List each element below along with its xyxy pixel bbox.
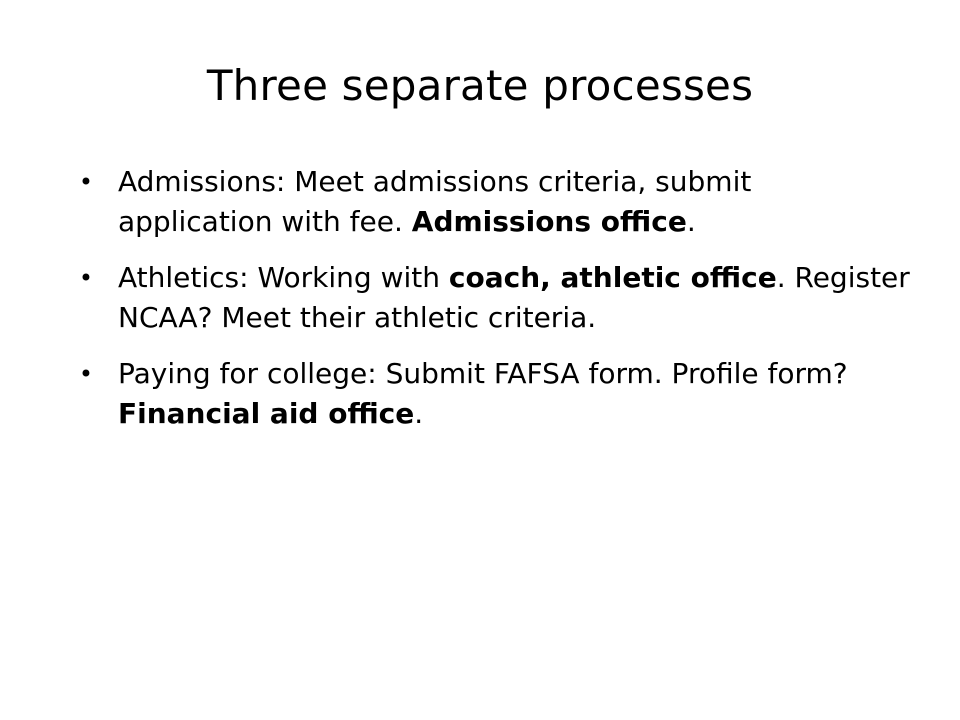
bullet-item-admissions <box>72 162 912 242</box>
bullet-icon: • <box>78 264 94 292</box>
bullet-text-regular: Paying for college: Submit FAFSA form. Profile form? <box>118 357 848 390</box>
bullet-text-bold: Financial aid office <box>118 397 415 430</box>
bullet-text-regular: . <box>686 205 696 238</box>
bullet-list <box>72 162 912 450</box>
bullet-text <box>118 357 848 430</box>
bullet-text-regular: Admissions: Meet admissions criteria, submit application with fee. <box>118 165 752 238</box>
bullet-text-regular: . <box>414 397 424 430</box>
slide-title: Three separate processes <box>206 61 754 110</box>
bullet-text-regular: . Register NCAA? Meet their athletic criteria. <box>118 261 910 334</box>
bullet-text-bold: coach, athletic office <box>448 261 777 294</box>
bullet-item-paying-for-college <box>72 354 912 434</box>
bullet-icon: • <box>78 168 94 196</box>
bullet-text <box>118 165 751 238</box>
bullet-text-regular: Athletics: Working with <box>118 261 449 294</box>
bullet-text-bold: Admissions office <box>411 205 687 238</box>
bullet-text <box>118 261 910 334</box>
bullet-icon: • <box>78 360 94 388</box>
bullet-item-athletics <box>72 258 912 338</box>
